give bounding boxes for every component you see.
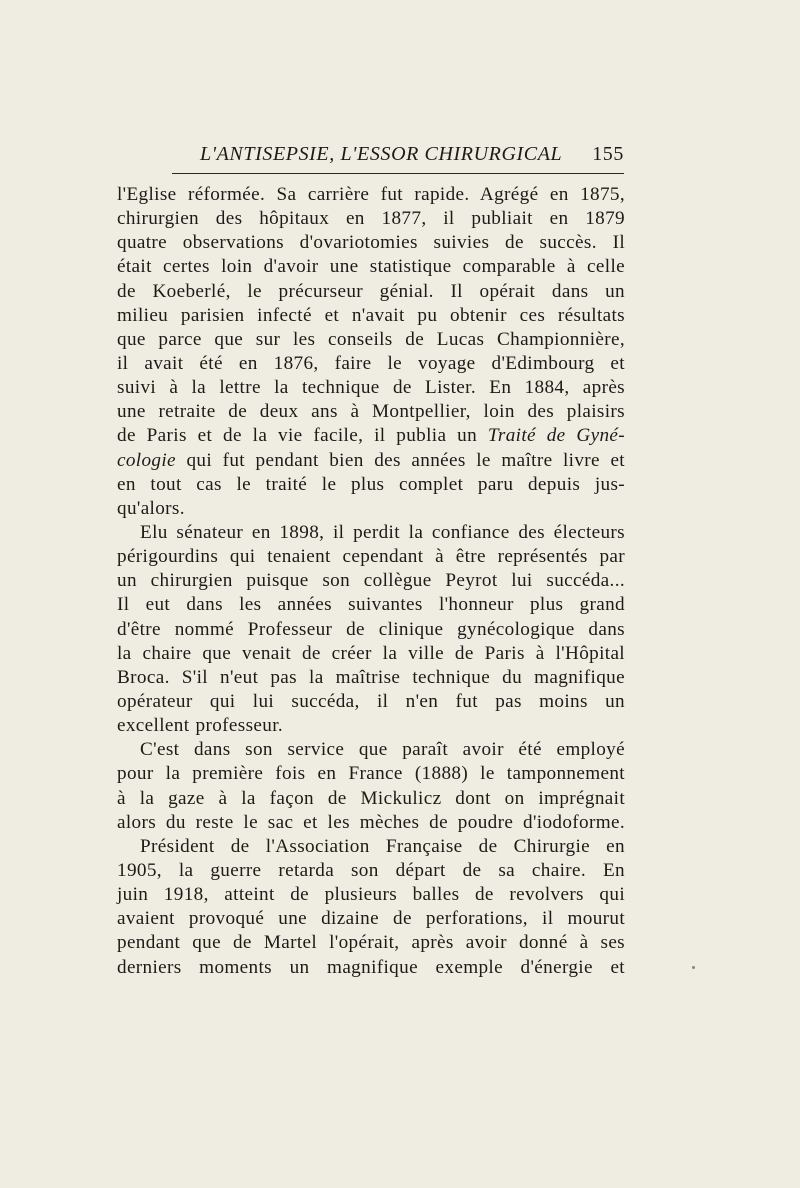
text-line: d'être nommé Professeur de clinique gynécologique dans <box>117 618 625 640</box>
text-line: milieu parisien infecté et n'avait pu obtenir ces résultats <box>117 304 625 326</box>
text-line: excellent professeur. <box>117 715 284 737</box>
text-line: était certes loin d'avoir une statistique comparable à celle <box>117 256 625 278</box>
text-line: quatre observations d'ovariotomies suivies de succès. Il <box>117 232 625 254</box>
margin-speck <box>692 966 695 969</box>
text-line: suivi à la lettre la technique de Lister. En 1884, après <box>117 377 625 399</box>
text-line: à la gaze à la façon de Mickulicz dont on imprégnait <box>117 787 625 809</box>
text-line: Président de l'Association Française de Chirurgie en <box>140 835 625 857</box>
text-line: derniers moments un magnifique exemple d'énergie et <box>117 956 625 978</box>
body-text <box>117 183 625 980</box>
text-line: avaient provoqué une dizaine de perforations, il mourut <box>117 908 625 930</box>
text-line: il avait été en 1876, faire le voyage d'Edimbourg et <box>117 352 625 374</box>
text-line: l'Eglise réformée. Sa carrière fut rapide. Agrégé en 1875, <box>117 184 625 205</box>
book-title-italic: Traité de Gyné- <box>487 425 625 447</box>
text-line: pour la première fois en France (1888) le tamponnement <box>117 763 625 785</box>
text-line: périgourdins qui tenaient cependant à être représentés par <box>117 546 625 568</box>
header-rule <box>172 173 624 174</box>
text-line: que parce que sur les conseils de Lucas Championnière, <box>117 328 625 350</box>
text-line: pendant que de Martel l'opérait, après avoir donné à ses <box>117 932 625 954</box>
text-line <box>117 449 625 473</box>
running-header-title: L'ANTISEPSIE, L'ESSOR CHIRURGICAL <box>200 143 563 165</box>
text-line: Broca. S'il n'eut pas la maîtrise technique du magnifique <box>117 666 625 688</box>
running-header <box>200 143 628 175</box>
text-line: qu'alors. <box>117 497 185 519</box>
text-line: la chaire que venait de créer la ville de Paris à l'Hôpital <box>117 642 625 664</box>
text-line: juin 1918, atteint de plusieurs balles de revolvers qui <box>117 884 625 906</box>
text-line: de Koeberlé, le précurseur génial. Il opérait dans un <box>117 280 625 302</box>
text-line: Il eut dans les années suivantes l'honneur plus grand <box>117 594 625 616</box>
book-title-italic: cologie <box>117 449 176 471</box>
text-line: Elu sénateur en 1898, il perdit la confiance des électeurs <box>140 521 625 543</box>
text-line: une retraite de deux ans à Montpellier, loin des plaisirs <box>117 401 625 423</box>
text-line: alors du reste le sac et les mèches de poudre d'iodoforme. <box>117 811 625 833</box>
text-line: un chirurgien puisque son collègue Peyrot lui succéda... <box>117 570 625 592</box>
text-line: C'est dans son service que paraît avoir été employé <box>140 739 625 761</box>
text-line: opérateur qui lui succéda, il n'en fut pas moins un <box>117 690 625 712</box>
text-segment: qui fut pendant bien des années le maître livre et <box>175 449 625 471</box>
page-number: 155 <box>592 143 624 165</box>
text-line: en tout cas le traité le plus complet paru depuis jus- <box>117 473 625 495</box>
text-line: chirurgien des hôpitaux en 1877, il publiait en 1879 <box>117 208 625 230</box>
text-line: 1905, la guerre retarda son départ de sa chaire. En <box>117 859 625 881</box>
text-segment: de Paris et de la vie facile, il publia un <box>117 425 478 447</box>
text-line <box>117 424 625 448</box>
